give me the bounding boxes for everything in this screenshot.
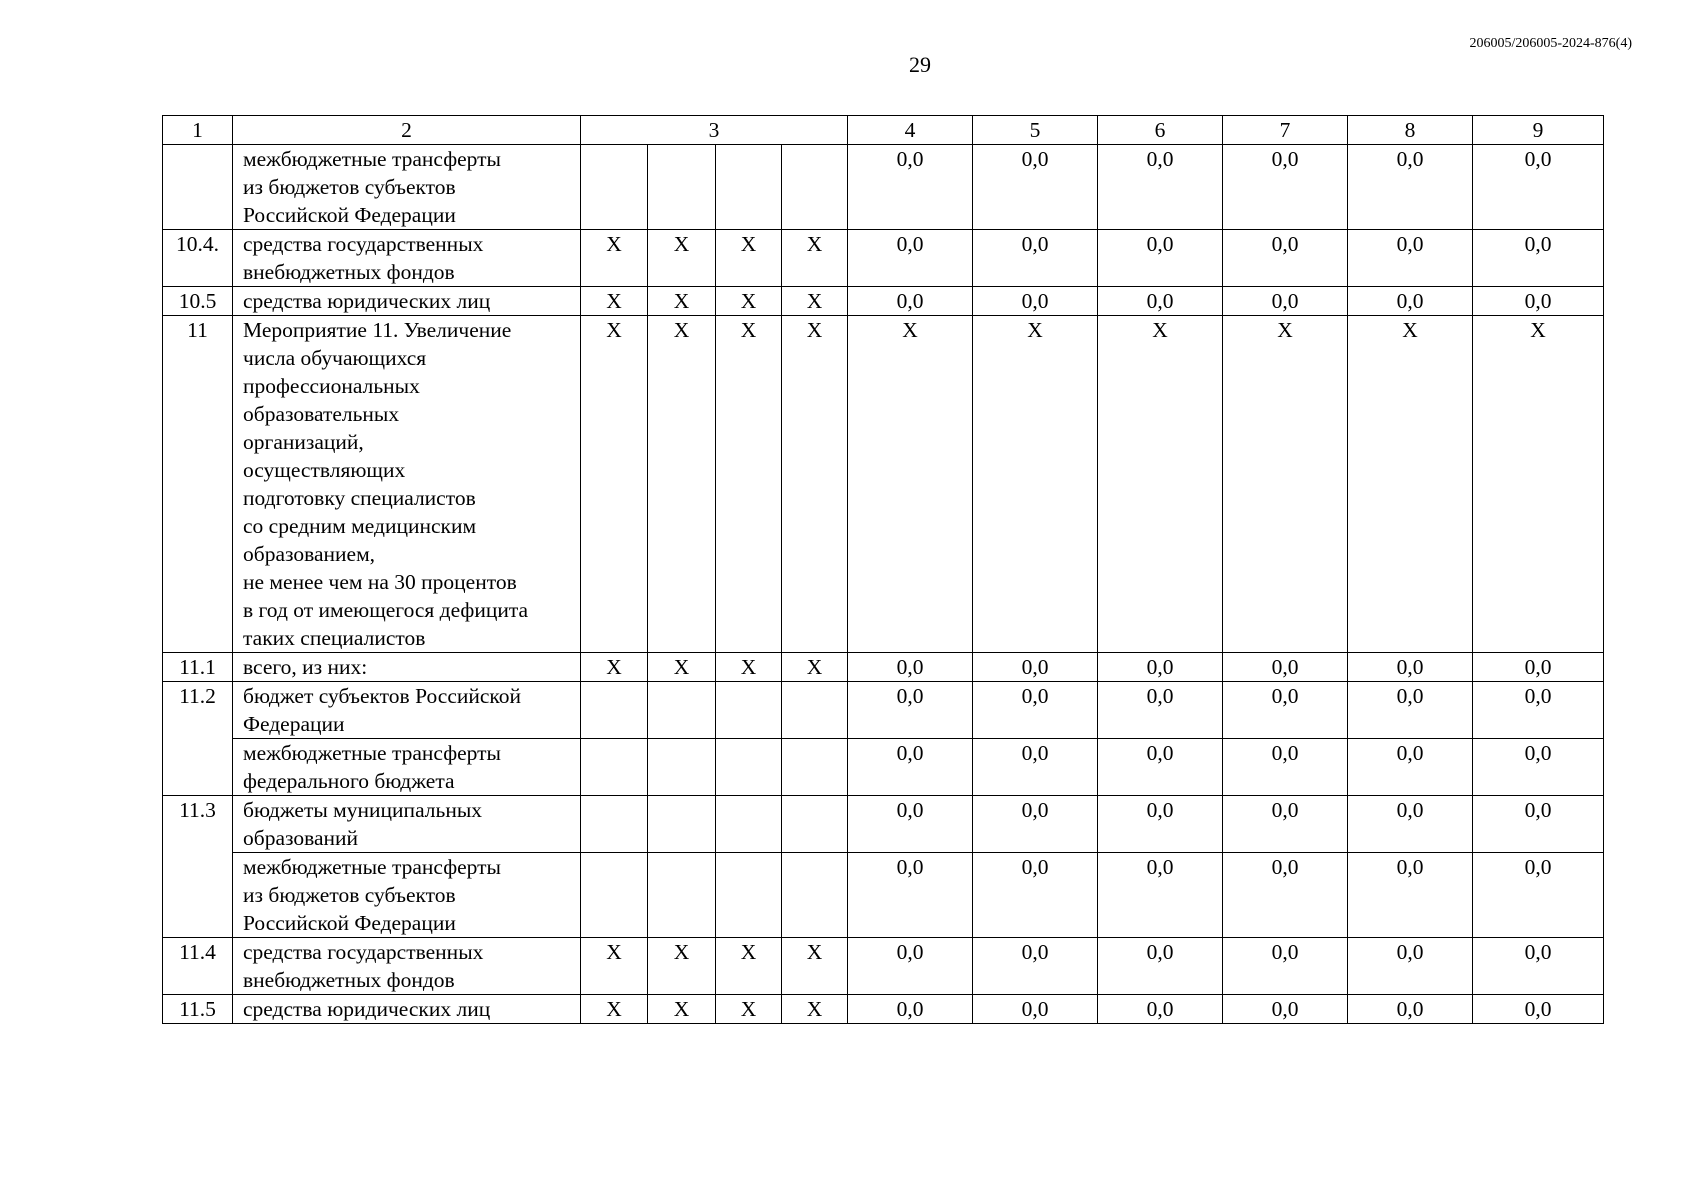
- header-cell: 2: [233, 116, 581, 145]
- col3-subcell: [716, 145, 782, 230]
- col3-subcell: [648, 145, 716, 230]
- value-cell: 0,0: [1098, 653, 1223, 682]
- value-cell: 0,0: [1348, 995, 1473, 1024]
- value-cell: X: [1098, 316, 1223, 653]
- row-number-cell: [163, 145, 233, 230]
- row-name-cell: средства государственных внебюджетных фондов: [233, 230, 581, 287]
- row-number-cell: 11.4: [163, 938, 233, 995]
- row-number-cell: 10.4.: [163, 230, 233, 287]
- value-cell: 0,0: [1098, 287, 1223, 316]
- value-cell: 0,0: [1098, 853, 1223, 938]
- header-cell: 8: [1348, 116, 1473, 145]
- value-cell: 0,0: [1098, 995, 1223, 1024]
- col3-subcell: [782, 682, 848, 739]
- value-cell: 0,0: [1473, 995, 1604, 1024]
- row-number-cell: 11.2: [163, 682, 233, 796]
- header-cell: 5: [973, 116, 1098, 145]
- col3-subcell: X: [716, 938, 782, 995]
- table-header-row: [163, 116, 1604, 145]
- col3-subcell: [782, 145, 848, 230]
- value-cell: 0,0: [1223, 682, 1348, 739]
- table-row: [163, 938, 1604, 995]
- value-cell: 0,0: [848, 796, 973, 853]
- value-cell: 0,0: [1223, 853, 1348, 938]
- value-cell: X: [848, 316, 973, 653]
- value-cell: 0,0: [973, 287, 1098, 316]
- value-cell: 0,0: [1473, 853, 1604, 938]
- value-cell: 0,0: [1223, 995, 1348, 1024]
- value-cell: 0,0: [973, 230, 1098, 287]
- col3-subcell: X: [581, 938, 648, 995]
- value-cell: 0,0: [1473, 938, 1604, 995]
- value-cell: 0,0: [1098, 796, 1223, 853]
- value-cell: 0,0: [1098, 145, 1223, 230]
- col3-subcell: X: [782, 653, 848, 682]
- value-cell: 0,0: [1348, 853, 1473, 938]
- row-name-cell: средства государственных внебюджетных фондов: [233, 938, 581, 995]
- col3-subcell: [581, 682, 648, 739]
- value-cell: 0,0: [1098, 739, 1223, 796]
- col3-subcell: X: [581, 316, 648, 653]
- value-cell: X: [1223, 316, 1348, 653]
- row-name-cell: средства юридических лиц: [233, 995, 581, 1024]
- col3-subcell: X: [581, 995, 648, 1024]
- value-cell: 0,0: [848, 230, 973, 287]
- value-cell: 0,0: [1473, 653, 1604, 682]
- col3-subcell: [716, 796, 782, 853]
- col3-subcell: [581, 145, 648, 230]
- col3-subcell: [581, 796, 648, 853]
- col3-subcell: X: [782, 230, 848, 287]
- value-cell: 0,0: [848, 938, 973, 995]
- col3-subcell: X: [782, 287, 848, 316]
- table-row: [163, 995, 1604, 1024]
- value-cell: 0,0: [1348, 739, 1473, 796]
- value-cell: 0,0: [848, 653, 973, 682]
- row-number-cell: 11.5: [163, 995, 233, 1024]
- value-cell: 0,0: [848, 853, 973, 938]
- value-cell: 0,0: [1473, 287, 1604, 316]
- row-name-cell: бюджет субъектов Российской Федерации: [233, 682, 581, 739]
- value-cell: 0,0: [848, 287, 973, 316]
- value-cell: 0,0: [973, 796, 1098, 853]
- row-number-cell: 11: [163, 316, 233, 653]
- col3-subcell: [782, 853, 848, 938]
- table-row: [163, 682, 1604, 739]
- header-cell: 4: [848, 116, 973, 145]
- value-cell: 0,0: [1348, 796, 1473, 853]
- value-cell: 0,0: [1473, 796, 1604, 853]
- table-row: [163, 653, 1604, 682]
- row-name-cell: межбюджетные трансферты федерального бюджета: [233, 739, 581, 796]
- col3-subcell: X: [782, 995, 848, 1024]
- table-row: [163, 853, 1604, 938]
- value-cell: X: [1348, 316, 1473, 653]
- value-cell: 0,0: [973, 739, 1098, 796]
- value-cell: 0,0: [1473, 145, 1604, 230]
- col3-subcell: [648, 739, 716, 796]
- page-number: 29: [909, 52, 931, 77]
- col3-subcell: [782, 739, 848, 796]
- row-number-cell: 10.5: [163, 287, 233, 316]
- col3-subcell: [648, 796, 716, 853]
- col3-subcell: X: [716, 316, 782, 653]
- table-row: [163, 316, 1604, 653]
- col3-subcell: X: [648, 287, 716, 316]
- col3-subcell: [716, 739, 782, 796]
- value-cell: 0,0: [1348, 653, 1473, 682]
- col3-subcell: X: [716, 995, 782, 1024]
- value-cell: 0,0: [1223, 145, 1348, 230]
- header-cell: 6: [1098, 116, 1223, 145]
- value-cell: 0,0: [973, 682, 1098, 739]
- value-cell: 0,0: [1098, 230, 1223, 287]
- col3-subcell: X: [648, 995, 716, 1024]
- col3-subcell: X: [782, 938, 848, 995]
- value-cell: 0,0: [1473, 739, 1604, 796]
- value-cell: 0,0: [1473, 230, 1604, 287]
- value-cell: 0,0: [1098, 682, 1223, 739]
- col3-subcell: X: [716, 653, 782, 682]
- header-cell: 3: [581, 116, 848, 145]
- value-cell: 0,0: [848, 739, 973, 796]
- value-cell: 0,0: [1348, 682, 1473, 739]
- value-cell: 0,0: [1348, 938, 1473, 995]
- budget-table: [162, 115, 1604, 1024]
- header-cell: 9: [1473, 116, 1604, 145]
- value-cell: X: [973, 316, 1098, 653]
- col3-subcell: X: [648, 653, 716, 682]
- col3-subcell: X: [581, 287, 648, 316]
- value-cell: 0,0: [973, 145, 1098, 230]
- col3-subcell: [648, 853, 716, 938]
- col3-subcell: X: [648, 316, 716, 653]
- col3-subcell: X: [648, 938, 716, 995]
- value-cell: X: [1473, 316, 1604, 653]
- row-number-cell: 11.1: [163, 653, 233, 682]
- value-cell: 0,0: [1223, 653, 1348, 682]
- col3-subcell: [581, 739, 648, 796]
- value-cell: 0,0: [973, 853, 1098, 938]
- value-cell: 0,0: [848, 145, 973, 230]
- col3-subcell: X: [581, 230, 648, 287]
- row-name-cell: средства юридических лиц: [233, 287, 581, 316]
- value-cell: 0,0: [1473, 682, 1604, 739]
- value-cell: 0,0: [1223, 938, 1348, 995]
- value-cell: 0,0: [1223, 796, 1348, 853]
- header-cell: 7: [1223, 116, 1348, 145]
- row-name-cell: Мероприятие 11. Увеличение числа обучающихся профессиональных образовательных организаций, осуществляющих подготовку специалистов со средним медицинским образованием, не менее чем на 30 процентов в год от имеющегося дефицита таких специалистов: [233, 316, 581, 653]
- col3-subcell: [648, 682, 716, 739]
- col3-subcell: [716, 853, 782, 938]
- value-cell: 0,0: [1223, 287, 1348, 316]
- value-cell: 0,0: [848, 995, 973, 1024]
- row-name-cell: межбюджетные трансферты из бюджетов субъектов Российской Федерации: [233, 853, 581, 938]
- value-cell: 0,0: [1223, 739, 1348, 796]
- col3-subcell: [581, 853, 648, 938]
- row-name-cell: бюджеты муниципальных образований: [233, 796, 581, 853]
- col3-subcell: [782, 796, 848, 853]
- col3-subcell: X: [716, 287, 782, 316]
- value-cell: 0,0: [973, 938, 1098, 995]
- value-cell: 0,0: [1348, 230, 1473, 287]
- col3-subcell: X: [581, 653, 648, 682]
- col3-subcell: [716, 682, 782, 739]
- table-row: [163, 739, 1604, 796]
- col3-subcell: X: [782, 316, 848, 653]
- row-name-cell: межбюджетные трансферты из бюджетов субъектов Российской Федерации: [233, 145, 581, 230]
- value-cell: 0,0: [1223, 230, 1348, 287]
- value-cell: 0,0: [1348, 145, 1473, 230]
- value-cell: 0,0: [973, 653, 1098, 682]
- value-cell: 0,0: [973, 995, 1098, 1024]
- row-number-cell: 11.3: [163, 796, 233, 938]
- table-row: [163, 287, 1604, 316]
- header-cell: 1: [163, 116, 233, 145]
- col3-subcell: X: [716, 230, 782, 287]
- table-row: [163, 796, 1604, 853]
- value-cell: 0,0: [1348, 287, 1473, 316]
- col3-subcell: X: [648, 230, 716, 287]
- value-cell: 0,0: [848, 682, 973, 739]
- table-row: [163, 145, 1604, 230]
- document-code: 206005/206005-2024-876(4): [1469, 36, 1632, 51]
- table-row: [163, 230, 1604, 287]
- row-name-cell: всего, из них:: [233, 653, 581, 682]
- value-cell: 0,0: [1098, 938, 1223, 995]
